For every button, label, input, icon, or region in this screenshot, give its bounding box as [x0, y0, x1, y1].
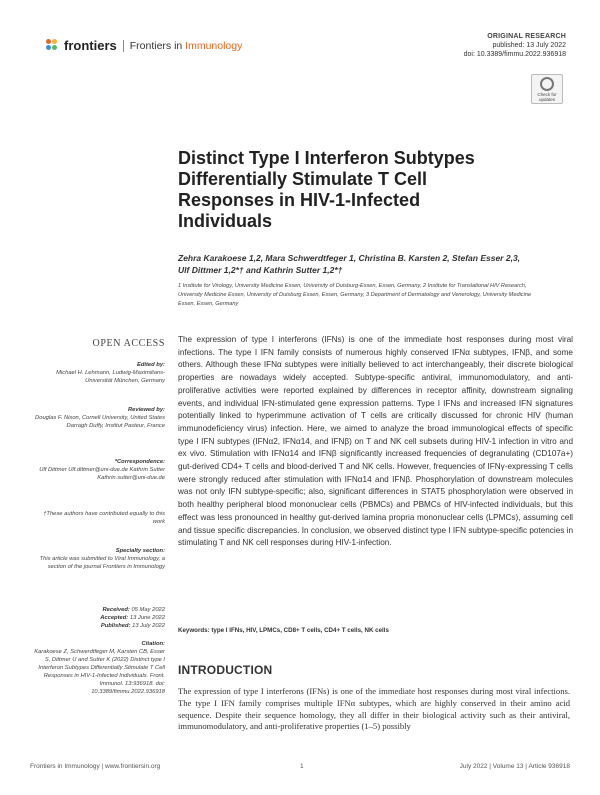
frontiers-logo-icon: [46, 39, 60, 53]
specialty-section-block: [30, 547, 165, 571]
footer-journal-link[interactable]: Frontiers in Immunology | www.frontiersin.org: [30, 763, 161, 770]
citation-text: Karakoese Z, Schwerdtfeger M, Karsten CB, Esser S, Dittmer U and Sutter K (2022) Distinct type I Interferon Subtypes Differentially Stimulate T Cell Responses in HIV-1-Infected Individuals. Front. Immunol. 13:936918. doi: 10.3389/fimmu.2022.936918: [34, 649, 165, 695]
article-type: ORIGINAL RESEARCH: [487, 33, 566, 40]
affiliations: 1 Institute for Virology, University Medicine Essen, University of Duisburg-Essen, Essen, Germany, 2 Institute for Translational HIV Research, University Medicine Essen, University of Duisburg Essen, Essen, Germany, 3 Department of Dermatology and Venerology, University Medicine Essen, Essen, Germany: [178, 283, 532, 307]
article-meta: [464, 32, 566, 59]
reviewed-by-block: [30, 406, 165, 430]
journal-prefix: Frontiers in: [129, 39, 183, 52]
citation-heading: Citation:: [141, 641, 165, 647]
introduction-text: The expression of type I interferons (IFNs) is one of the immediate host responses during most viral infections. The type I IFN family comprises multiple IFNα subtypes, which are highly conserved in their amino acid sequence. Despite their sequence homology, they all differ in their biological activity such as their antiviral, immunomodulatory, and anti-proliferative properties (1–5) possibly: [178, 686, 570, 732]
article-title: Distinct Type I Interferon Subtypes Differentially Stimulate T Cell Responses in HIV-1-Infected Individuals: [178, 148, 475, 231]
correspondence-text[interactable]: Ulf Dittmer Ulf.dittmer@uni-due.de Kathrin Sutter Kathrin.sutter@uni-due.de: [39, 467, 165, 481]
published-heading: Published:: [100, 623, 131, 629]
correspondence-block: [30, 458, 165, 482]
edited-by-text: Michael H. Lehmann, Ludwig-Maximilians-Universität München, Germany: [56, 370, 165, 384]
specialty-section-heading: Specialty section:: [115, 548, 165, 554]
specialty-section-text: This article was submitted to Viral Immunology, a section of the journal Frontiers in Immunology: [39, 556, 165, 570]
page-footer: [30, 763, 570, 773]
edited-by-block: [30, 361, 165, 385]
logo-text: frontiers: [64, 38, 117, 53]
reviewed-by-heading: Reviewed by:: [127, 407, 165, 413]
author-list: [178, 252, 538, 276]
check-for-updates-label: Check for updates: [537, 91, 557, 102]
frontiers-logo[interactable]: [46, 38, 242, 53]
logo-divider: [123, 40, 124, 52]
reviewed-by-text: Douglas F. Nixon, Cornell University, United States Darragh Duffy, Institut Pasteur, France: [35, 415, 165, 429]
received-heading: Received:: [102, 607, 130, 613]
published-date: published: 13 July 2022: [492, 42, 566, 49]
check-for-updates-icon: [540, 77, 554, 91]
published-date-side: 13 July 2022: [132, 623, 165, 629]
introduction-heading: INTRODUCTION: [178, 663, 273, 677]
correspondence-heading: *Correspondence:: [114, 459, 165, 465]
authors-line-1: Zehra Karakoese 1,2, Mara Schwerdtfeger 1, Christina B. Karsten 2, Stefan Esser 2,3,: [178, 253, 521, 263]
doi-link[interactable]: doi: 10.3389/fimmu.2022.936918: [463, 51, 566, 58]
page-number: 1: [300, 763, 304, 770]
equal-contribution-note: †These authors have contributed equally to this work: [43, 511, 165, 525]
received-date: 05 May 2022: [131, 607, 165, 613]
accepted-heading: Accepted:: [100, 615, 129, 621]
abstract: The expression of type I interferons (IFNs) is one of the immediate host responses during most viral infections. The type I IFN family consists of numerous highly conserved IFNα subtypes, IFNβ, and some others. Although these IFNα subtypes were initially believed to act interchangeably, their discrete biological properties are nowadays widely accepted. Subtype-specific antiviral, immunomodulatory, and anti-proliferative activities were reported explained by differences in receptor affinity, downstream signaling events, and individual IFN-stimulated gene expression patterns. Type I IFNs and increased IFN signatures potentially linked to hyperimmune activation of T cells are critically discussed for chronic HIV (human immunodeficiency virus) infection. Here, we aimed to analyze the broad immunological effects of specific type I IFN subtypes (IFNα2, IFNα14, and IFNβ) on T and NK cell subsets during HIV-1 infection in vitro and ex vivo. Stimulation with IFNα14 and IFNβ significantly increased frequencies of degranulating (CD107a+) gut-derived CD4+ T cells and blood-derived T and NK cells. However, frequencies of IFNγ-expressing T cells were strongly reduced after stimulation with IFNα14 and IFNβ. Phosphorylation of downstream molecules was not only IFN subtype-specific; also, significant differences in STAT5 phosphorylation were observed in both healthy peripheral blood mononuclear cells (PBMCs) and PBMCs of HIV-infected individuals, but this effect was less pronounced in healthy gut-derived lamina propria mononuclear cells (LPMCs), assuming cell and tissue specific discrepancies. In conclusion, we observed distinct type I IFN subtype-specific potencies in stimulating T and NK cell responses during HIV-1-infection.: [178, 335, 574, 548]
dates-block: [30, 606, 165, 630]
open-access-label: OPEN ACCESS: [92, 338, 165, 349]
edited-by-heading: Edited by:: [136, 362, 165, 368]
citation-block: [30, 640, 165, 696]
journal-accent: Immunology: [185, 39, 243, 52]
accepted-date: 13 June 2022: [129, 615, 165, 621]
footer-issue-info: July 2022 | Volume 13 | Article 936918: [459, 763, 570, 770]
authors-line-2: Ulf Dittmer 1,2*† and Kathrin Sutter 1,2*†: [178, 265, 343, 275]
check-for-updates-badge[interactable]: [531, 74, 563, 104]
keywords: Keywords: type I IFNs, HIV, LPMCs, CD8+ T cells, CD4+ T cells, NK cells: [178, 627, 389, 634]
journal-name: [130, 40, 243, 52]
